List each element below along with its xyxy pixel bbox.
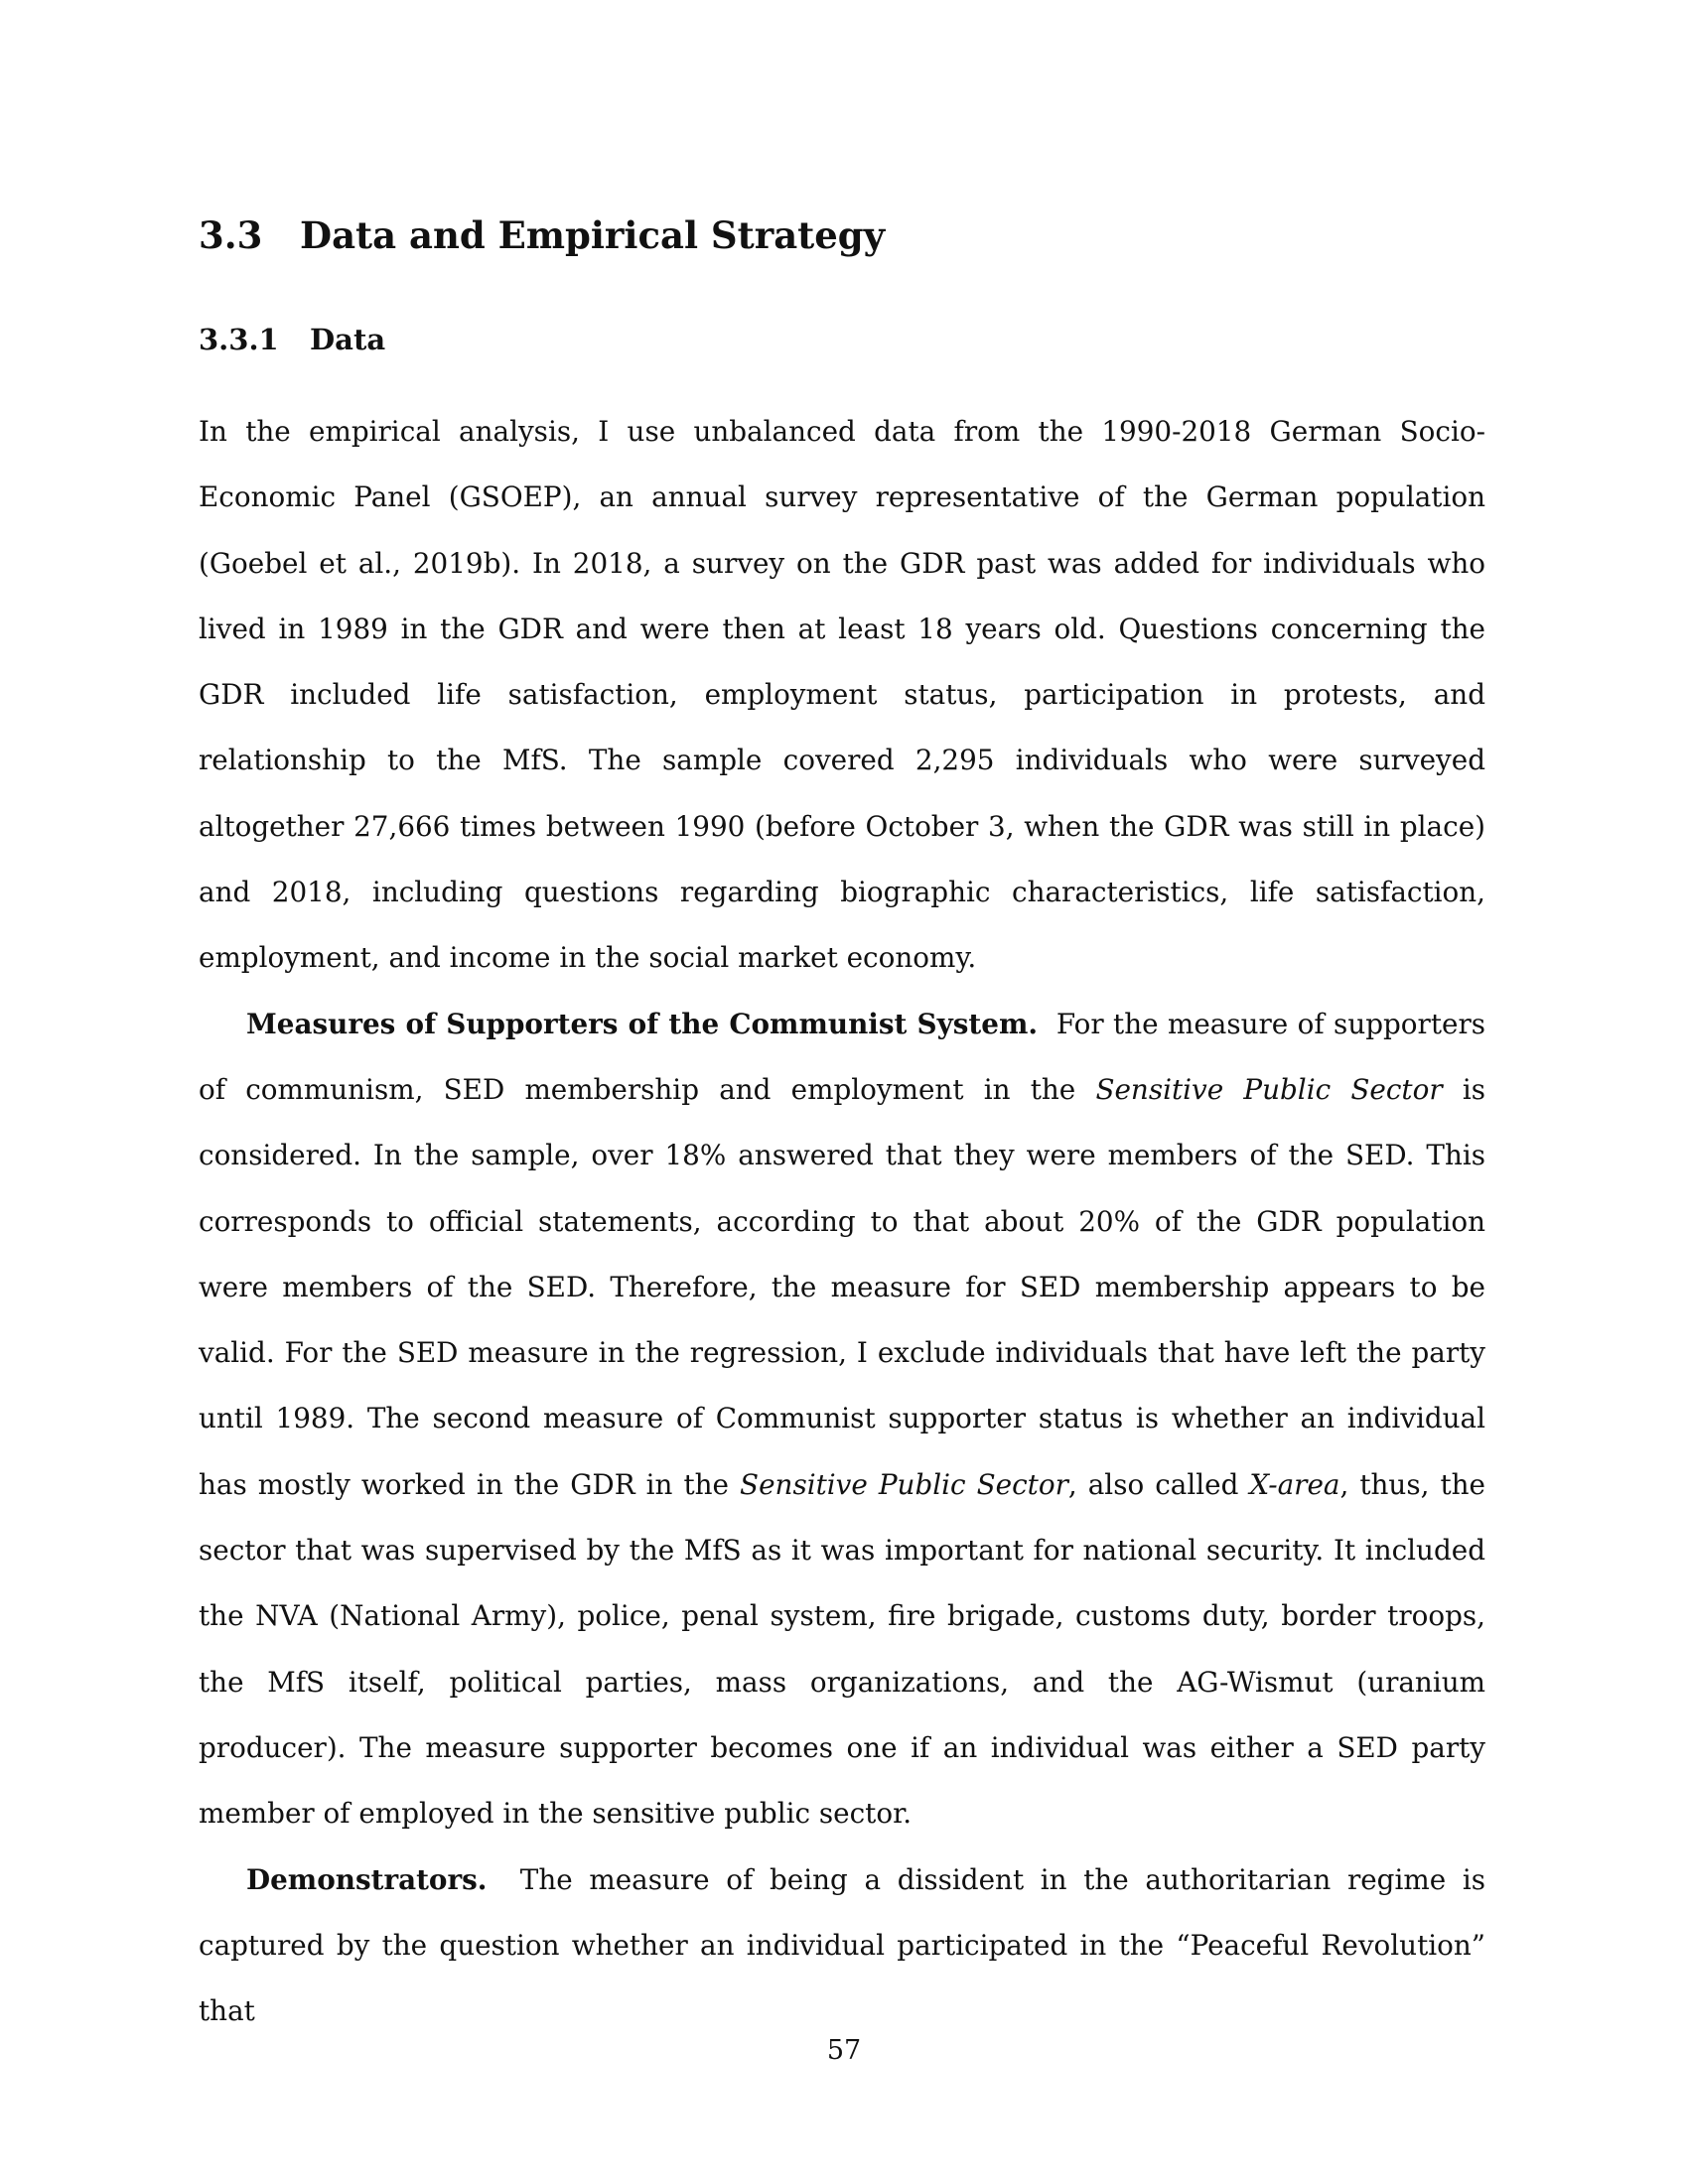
paragraph-text: , also called (1067, 1467, 1250, 1501)
paragraph-heading-supporters: Measures of Supporters of the Communist System. (246, 1007, 1039, 1040)
paragraph-heading-demonstrators: Demonstrators. (246, 1862, 488, 1896)
paragraph-text: , thus, the sector that was supervised by the MfS as it was important for national security. It included the NVA (National Army), police, penal system, fire brigade, customs duty, border troops, the MfS itself, political parties, mass organizations, and the AG-Wismut (uranium producer). The measure supporter becomes one if an individual was either a SED party member of employed in the sensitive public sector. (199, 1467, 1485, 1831)
paragraph-data-description: In the empirical analysis, I use unbalanced data from the 1990-2018 German Socio-Economic Panel (GSOEP), an annual survey representative of the German population (Goebel et al., 2019b). In 2018, a survey on the GDR past was added for individuals who lived in 1989 in the GDR and were then at least 18 years old. Questions concerning the GDR included life satisfaction, employment status, participation in protests, and relationship to the MfS. The sample covered 2,295 individuals who were surveyed altogether 27,666 times between 1990 (before October 3, when the GDR was still in place) and 2018, including questions regarding biographic characteristics, life satisfaction, employment, and income in the social market economy. (199, 415, 1485, 975)
page-number: 57 (826, 2035, 862, 2066)
section-title: Data and Empirical Strategy (300, 213, 886, 257)
paragraph-communist-supporters (199, 992, 1485, 1847)
section-heading (199, 213, 1485, 257)
emphasis-term: Sensitive Public Sector (740, 1467, 1068, 1501)
subsection-heading (199, 323, 385, 357)
paragraph-demonstrators (199, 1847, 1485, 2045)
body-text (199, 399, 1485, 2044)
paragraph-text: is considered. In the sample, over 18% answered that they were members of the SED. This corresponds to official statements, according to that about 20% of the GDR population were members of the SED. Therefore, the measure for SED membership appears to be valid. For the SED measure in the regression, I exclude individuals that have left the party until 1989. The second measure of Communist supporter status is whether an individual has mostly worked in the GDR in the (199, 1072, 1485, 1501)
section-number: 3.3 (199, 213, 263, 257)
paragraph-text: For the measure of supporters of communism, SED membership and employment in the (199, 1007, 1486, 1106)
emphasis-term: X-area (1249, 1467, 1340, 1501)
subsection-title: Data (310, 323, 386, 356)
page-content (199, 213, 1486, 2028)
emphasis-term: Sensitive Public Sector (1095, 1072, 1443, 1106)
paragraph-text: The measure of being a dissident in the authoritarian regime is captured by the question whether an individual participated in the “Peaceful Revolution” that (199, 1862, 1485, 2028)
subsection-number: 3.3.1 (199, 323, 279, 356)
